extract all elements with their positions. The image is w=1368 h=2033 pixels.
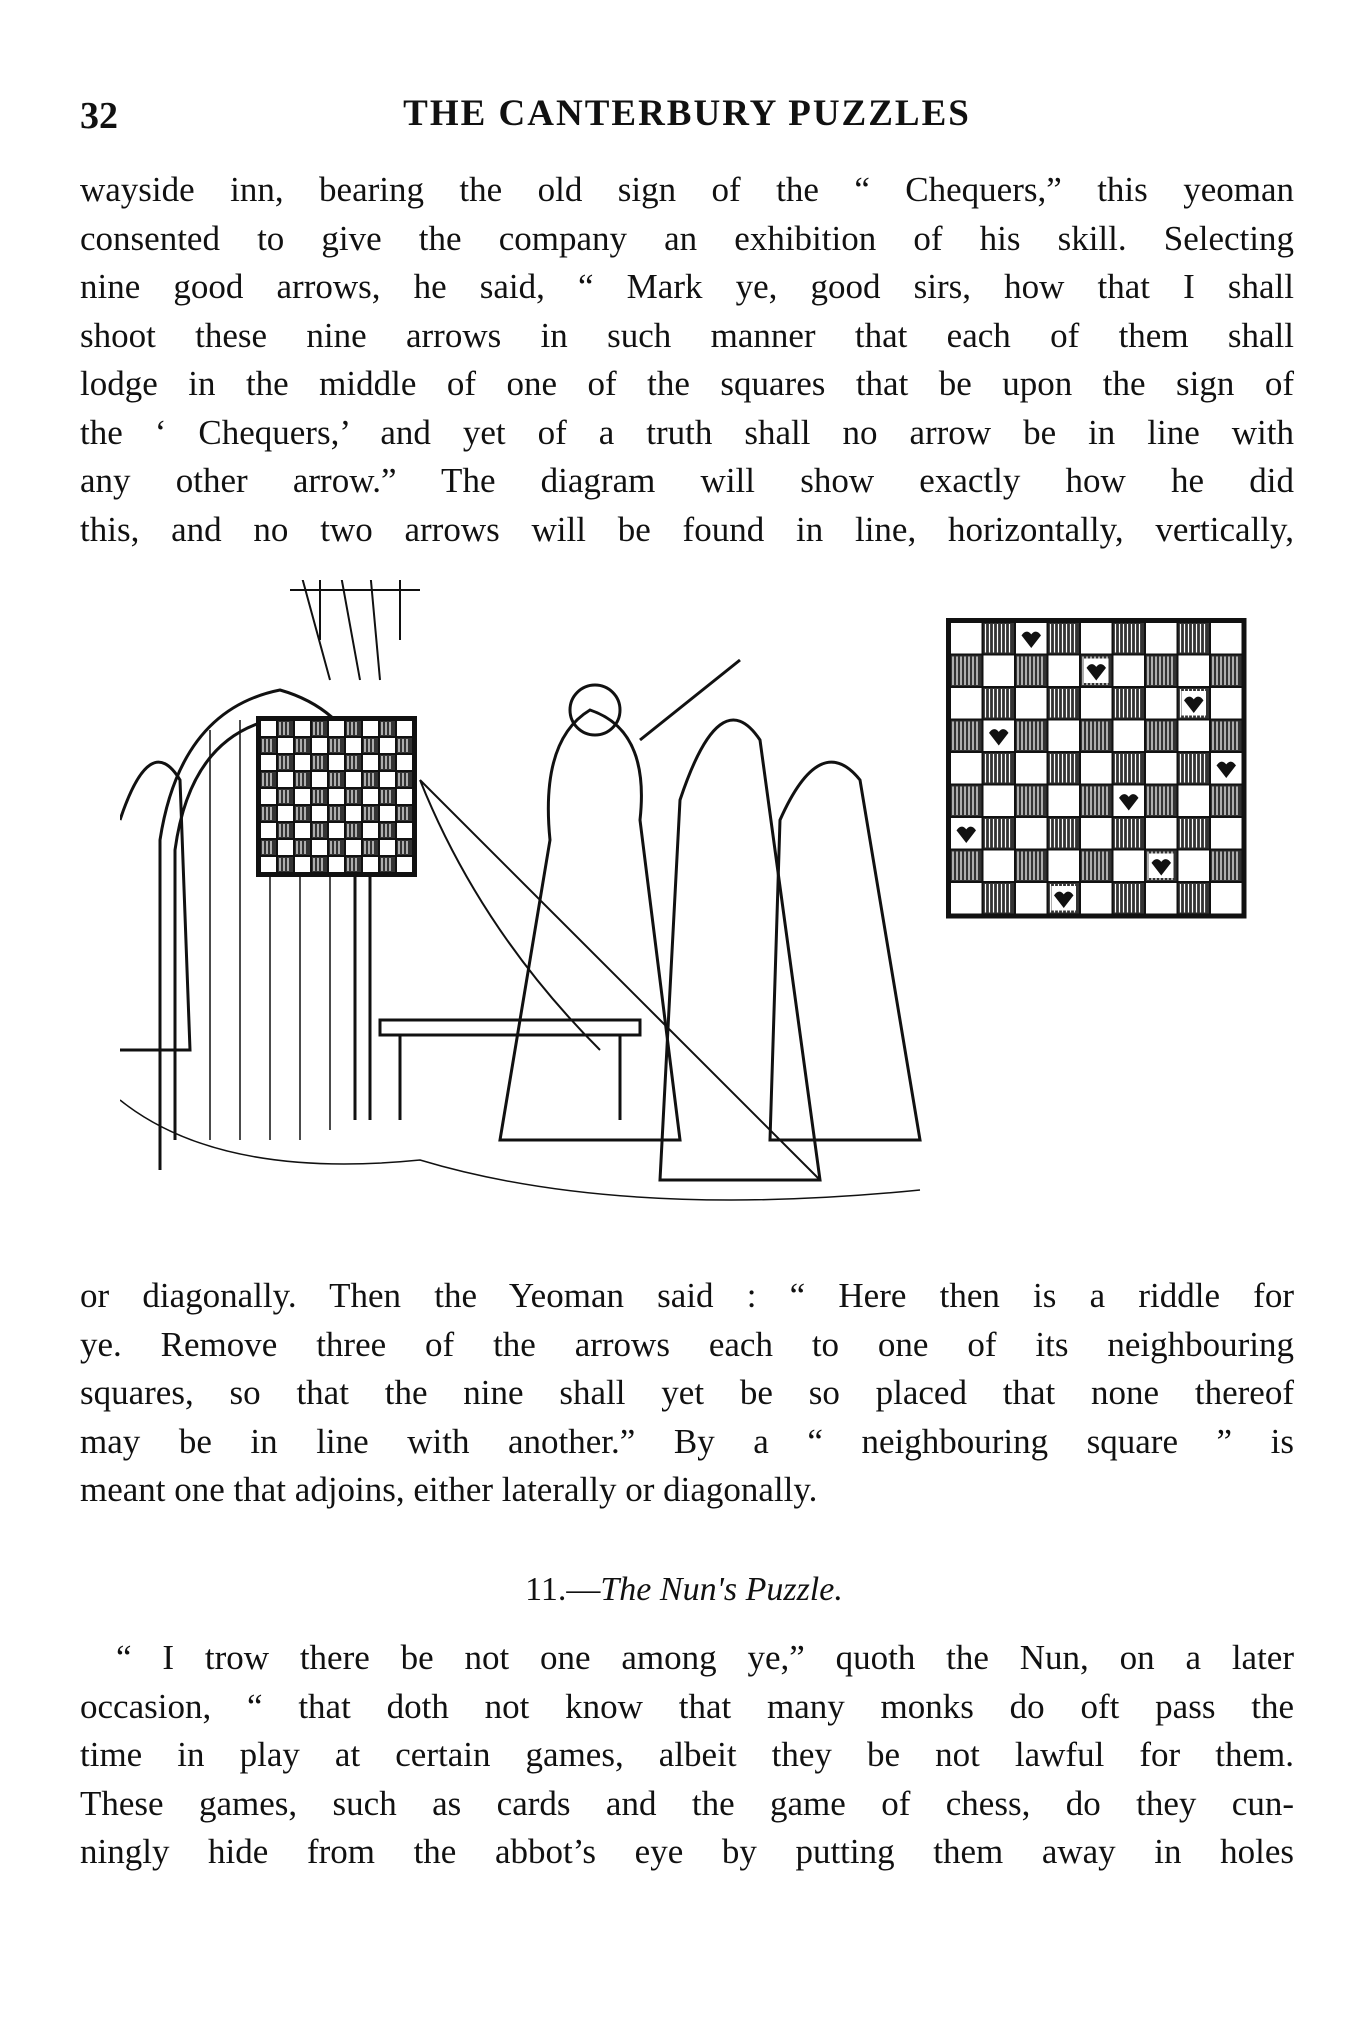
text-line: wayside inn, bearing the old sign of the “ Chequers,” this yeoman: [80, 170, 1294, 209]
white-square: [329, 857, 344, 872]
text-line: the ‘ Chequers,’ and yet of a truth shall no arrow be in line with: [80, 412, 1294, 452]
white-square: [295, 721, 310, 736]
white-square: [951, 883, 982, 914]
white-square: [380, 772, 395, 787]
white-square: [951, 623, 982, 654]
white-square: [1049, 851, 1080, 882]
white-square: [1146, 753, 1177, 784]
white-square: [397, 823, 412, 838]
white-square: [329, 721, 344, 736]
arrows-in-sign: [300, 580, 380, 680]
white-square: [346, 840, 361, 855]
text-line: or diagonally. Then the Yeoman said : “ Here then is a riddle for: [80, 1276, 1294, 1315]
text-line: occasion, “ that doth not know that many monks do oft pass the: [80, 1686, 1294, 1726]
white-square: [363, 721, 378, 736]
small-chequers-sign: [256, 716, 417, 877]
white-square: [1049, 721, 1080, 752]
white-square: [1146, 883, 1177, 914]
page-number: 32: [80, 95, 118, 137]
paragraph-3: [80, 1634, 1294, 1877]
white-square: [278, 806, 293, 821]
white-square: [397, 755, 412, 770]
text-line: any other arrow.” The diagram will show exactly how he did: [80, 461, 1294, 500]
white-square: [346, 806, 361, 821]
text-line: ye. Remove three of the arrows each to one of its neighbouring: [80, 1324, 1294, 1364]
white-square: [1081, 688, 1112, 719]
white-square: [1016, 753, 1047, 784]
illustration-drawing: [120, 580, 1270, 1240]
white-square: [1081, 818, 1112, 849]
white-square: [951, 753, 982, 784]
text-line: this, and no two arrows will be found in line, horizontally, vertically,: [80, 509, 1294, 549]
white-square: [278, 738, 293, 753]
white-square: [363, 823, 378, 838]
white-square: [1211, 818, 1242, 849]
text-line: lodge in the middle of one of the squares that be upon the sign of: [80, 364, 1294, 403]
white-square: [278, 840, 293, 855]
white-square: [1016, 883, 1047, 914]
white-square: [1211, 623, 1242, 654]
yeoman-figure: [500, 710, 680, 1140]
white-square: [261, 721, 276, 736]
text-line: These games, such as cards and the game of chess, do they cun-: [80, 1783, 1294, 1823]
text-line: consented to give the company an exhibition of his skill. Selecting: [80, 218, 1294, 258]
white-square: [261, 789, 276, 804]
paragraph-2: [80, 1272, 1294, 1515]
text-line: squares, so that the nine shall yet be so placed that none thereof: [80, 1373, 1294, 1412]
white-square: [1114, 721, 1145, 752]
white-square: [397, 857, 412, 872]
white-square: [1179, 721, 1210, 752]
white-square: [1114, 656, 1145, 687]
text-line: meant one that adjoins, either laterally or diagonally.: [80, 1470, 818, 1509]
white-square: [397, 789, 412, 804]
white-square: [261, 755, 276, 770]
text-line: “ I trow there be not one among ye,” quoth the Nun, on a later: [116, 1638, 1294, 1677]
white-square: [1016, 688, 1047, 719]
white-square: [1049, 786, 1080, 817]
section-title: The Nun's Puzzle.: [600, 1571, 843, 1608]
white-square: [1081, 623, 1112, 654]
white-square: [380, 806, 395, 821]
white-square: [951, 688, 982, 719]
white-square: [346, 772, 361, 787]
chequers-diagram: [946, 618, 1247, 919]
white-square: [278, 772, 293, 787]
white-square: [984, 786, 1015, 817]
paragraph-1: [80, 166, 1294, 554]
white-square: [329, 755, 344, 770]
running-header: [80, 88, 1294, 144]
white-square: [397, 721, 412, 736]
white-square: [984, 851, 1015, 882]
white-square: [1049, 656, 1080, 687]
white-square: [1016, 818, 1047, 849]
text-line: nine good arrows, he said, “ Mark ye, good sirs, how that I shall: [80, 267, 1294, 306]
white-square: [1146, 818, 1177, 849]
white-square: [346, 738, 361, 753]
book-title: THE CANTERBURY PUZZLES: [403, 93, 971, 134]
woman-figure: [120, 762, 190, 1050]
white-square: [1081, 883, 1112, 914]
white-square: [329, 823, 344, 838]
white-square: [295, 823, 310, 838]
text-line: may be in line with another.” By a “ neighbouring square ” is: [80, 1421, 1294, 1461]
text-line: shoot these nine arrows in such manner that each of them shall: [80, 315, 1294, 355]
white-square: [1114, 851, 1145, 882]
white-square: [1211, 688, 1242, 719]
white-square: [1081, 753, 1112, 784]
text-line: ningly hide from the abbot’s eye by putting them away in holes: [80, 1832, 1294, 1871]
white-square: [363, 857, 378, 872]
white-square: [1179, 851, 1210, 882]
white-square: [295, 857, 310, 872]
white-square: [312, 806, 327, 821]
white-square: [1179, 656, 1210, 687]
white-square: [312, 738, 327, 753]
white-square: [1146, 623, 1177, 654]
white-square: [295, 789, 310, 804]
white-square: [363, 755, 378, 770]
illustration-yeoman-chequers: [120, 580, 1270, 1240]
white-square: [312, 840, 327, 855]
white-square: [261, 857, 276, 872]
section-heading: [300, 1568, 1068, 1612]
white-square: [295, 755, 310, 770]
section-number: 11.—: [525, 1571, 601, 1608]
white-square: [380, 840, 395, 855]
table: [380, 1020, 640, 1120]
white-square: [363, 789, 378, 804]
white-square: [1179, 786, 1210, 817]
white-square: [261, 823, 276, 838]
white-square: [312, 772, 327, 787]
white-square: [1146, 688, 1177, 719]
white-square: [984, 656, 1015, 687]
white-square: [1211, 883, 1242, 914]
white-square: [380, 738, 395, 753]
white-square: [329, 789, 344, 804]
text-line: time in play at certain games, albeit they be not lawful for them.: [80, 1735, 1294, 1774]
